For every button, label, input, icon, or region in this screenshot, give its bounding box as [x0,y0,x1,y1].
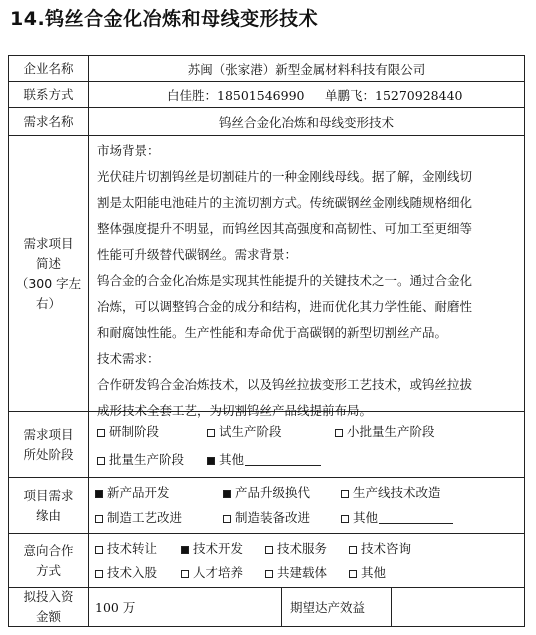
option-label: 新产品开发 [107,485,170,500]
summary-line: 市场背景： [97,143,160,158]
option-label: 小批量生产阶段 [347,424,435,439]
benefit-label: 期望达产效益 [290,600,366,615]
stage-option-mass[interactable] [97,450,184,470]
contact-person-1: 白佳胜：18501546990 [167,88,305,103]
checkbox-empty-icon[interactable] [95,546,103,554]
origin-options [89,478,524,533]
origin-option-upgrade[interactable] [223,483,310,503]
option-label: 技术服务 [277,541,328,556]
cooperation-label [9,534,89,587]
summary-label [9,136,89,411]
option-label: 研制阶段 [109,424,160,439]
summary-line: 合作研发钨合金冶炼技术，以及钨丝拉拔变形工艺技术，或钨丝拉拔 [97,377,473,392]
checkbox-empty-icon[interactable] [223,515,231,523]
option-label: 技术开发 [193,541,244,556]
company-row [9,56,524,82]
option-label: 技术转让 [107,541,158,556]
origin-option-other[interactable] [341,508,453,528]
option-label: 其他 [353,510,379,525]
coop-option-development[interactable] [181,539,243,559]
document-title: 14.钨丝合金化冶炼和母线变形技术 [10,8,319,30]
summary-value [89,136,524,418]
summary-row [9,136,524,418]
stage-label-line-2: 所处阶段 [23,446,74,462]
summary-line: 和耐腐蚀性能。生产性能和寿命优于高碳钢的新型切割丝产品。 [97,325,448,340]
benefit-label-cell [281,588,392,626]
demand-name-label: 需求名称 [9,108,89,135]
investment-label-line-2: 金额 [35,609,61,624]
stage-option-trial[interactable] [207,422,282,442]
checkbox-empty-icon[interactable] [341,515,349,523]
checkbox-checked-icon[interactable] [181,546,189,554]
origin-option-line-retrofit[interactable] [341,483,441,503]
coop-option-consulting[interactable] [349,539,411,559]
stage-option-other[interactable] [207,450,321,470]
origin-row [9,478,524,534]
option-label: 技术入股 [107,565,158,580]
checkbox-empty-icon[interactable] [349,546,357,554]
coop-option-service[interactable] [265,539,327,559]
company-label: 企业名称 [9,56,89,81]
origin-label-line-2: 缘由 [35,507,61,523]
coop-option-transfer[interactable] [95,539,157,559]
company-value: 苏闽（张家港）新型金属材料科技有限公司 [187,61,426,77]
option-label: 试生产阶段 [219,424,282,439]
origin-option-new-product[interactable] [95,483,170,503]
summary-label-line-2: 简述 [35,255,61,271]
contact-person-2: 单鹏飞：15270928440 [325,88,463,103]
investment-amount: 100 万 [95,600,136,615]
summary-line: 钨合金的合金化冶炼是实现其性能提升的关键技术之一。通过合金化 [97,273,473,288]
checkbox-empty-icon[interactable] [265,546,273,554]
option-label: 生产线技术改造 [353,485,441,500]
checkbox-checked-icon[interactable] [95,490,103,498]
stage-options [89,412,524,477]
fill-in-blank[interactable] [245,453,321,466]
demand-name-value: 钨丝合金化冶炼和母线变形技术 [218,114,394,130]
cooperation-label-line-2: 方式 [35,562,61,578]
checkbox-checked-icon[interactable] [223,490,231,498]
summary-line: 成形技术全套工艺，为切割钨丝产品线提前布局。 [97,403,373,418]
investment-values [89,588,524,626]
cooperation-options [89,534,524,587]
checkbox-empty-icon[interactable] [95,515,103,523]
option-label: 制造装备改进 [235,510,311,525]
benefit-value-cell[interactable] [391,588,524,626]
stage-label [9,412,89,477]
coop-option-co-build[interactable] [265,563,327,583]
option-label: 其他 [361,565,387,580]
checkbox-empty-icon[interactable] [265,570,273,578]
investment-label [9,588,89,626]
investment-row [9,588,524,626]
coop-option-training[interactable] [181,563,243,583]
option-label: 制造工艺改进 [107,510,183,525]
demand-name-row [9,108,524,136]
contact-row [9,82,524,108]
summary-line: 性能可升级替代碳钢丝。需求背景： [97,247,298,262]
option-label: 产品升级换代 [235,485,311,500]
stage-row [9,412,524,478]
summary-line: 光伏硅片切割钨丝是切割硅片的一种金刚线母线。据了解，金刚线切 [97,169,473,184]
option-label: 批量生产阶段 [109,452,185,467]
checkbox-empty-icon[interactable] [181,570,189,578]
summary-line: 冶炼，可以调整钨合金的成分和结构，进而优化其力学性能、耐磨性 [97,299,473,314]
checkbox-checked-icon[interactable] [207,457,215,465]
contact-label: 联系方式 [9,82,89,107]
checkbox-empty-icon[interactable] [349,570,357,578]
origin-label [9,478,89,533]
summary-label-line-1: 需求项目 [23,235,74,251]
cooperation-row [9,534,524,588]
stage-option-research[interactable] [97,422,159,442]
option-label: 技术咨询 [361,541,412,556]
summary-line: 整体强度提升不明显，而钨丝因其高强度和高韧性、可加工至更细等 [97,221,473,236]
summary-line: 割是太阳能电池硅片的主流切割方式。传统碳钢丝金刚线随规格细化 [97,195,473,210]
checkbox-empty-icon[interactable] [335,429,343,437]
option-label: 人才培养 [193,565,244,580]
fill-in-blank[interactable] [379,511,453,524]
demand-form-table [8,55,525,627]
summary-label-line-3: （300 字左 [15,275,82,291]
option-label: 共建载体 [277,565,328,580]
investment-label-line-1: 拟投入资 [23,589,74,604]
origin-option-process[interactable] [95,508,182,528]
stage-option-small-batch[interactable] [335,422,435,442]
origin-label-line-1: 项目需求 [23,487,74,503]
checkbox-empty-icon[interactable] [341,490,349,498]
checkbox-empty-icon[interactable] [97,457,105,465]
contact-value [89,82,524,107]
coop-option-equity[interactable] [95,563,157,583]
stage-label-line-1: 需求项目 [23,426,74,442]
summary-text [97,138,518,424]
checkbox-empty-icon[interactable] [97,429,105,437]
origin-option-equipment[interactable] [223,508,310,528]
checkbox-empty-icon[interactable] [207,429,215,437]
summary-label-line-4: 右） [35,295,61,311]
checkbox-empty-icon[interactable] [95,570,103,578]
cooperation-label-line-1: 意向合作 [23,542,74,558]
option-label: 其他 [219,452,245,467]
summary-line: 技术需求： [97,351,160,366]
coop-option-other[interactable] [349,563,386,583]
